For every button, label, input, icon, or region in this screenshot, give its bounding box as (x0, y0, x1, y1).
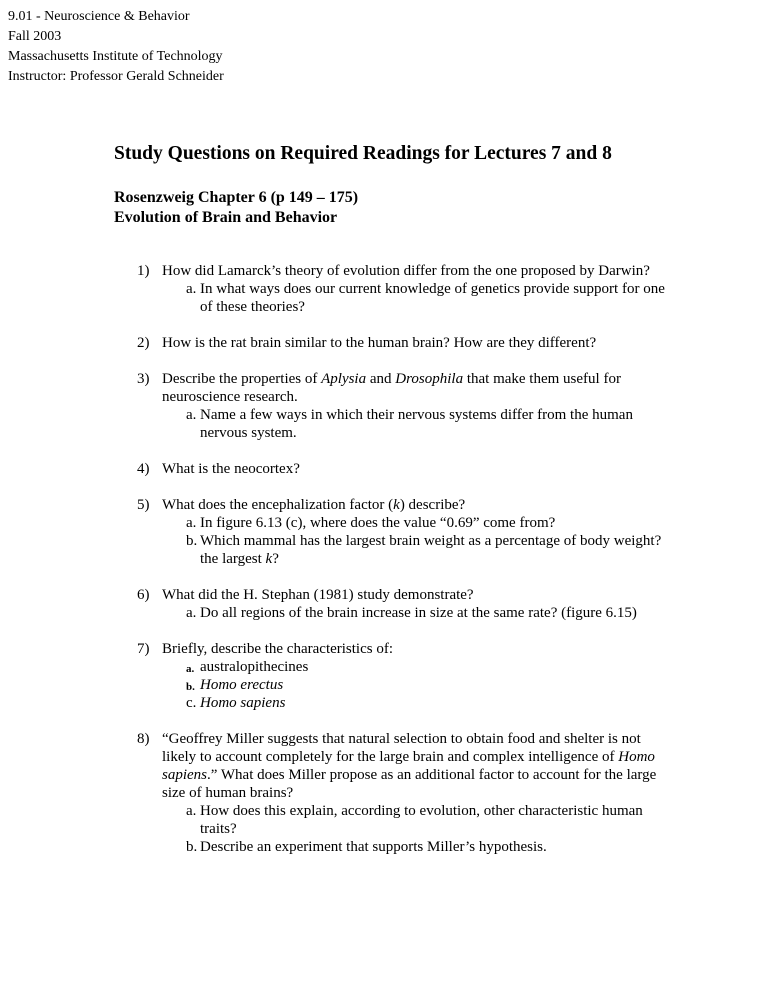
question-7 (114, 640, 674, 712)
sub-question-text: In figure 6.13 (c), where does the value “0.69” come from? (200, 515, 556, 531)
sub-question-letter: a. (186, 407, 197, 423)
question-text: Briefly, describe the characteristics of: (162, 641, 394, 657)
reading-heading (114, 188, 358, 228)
sub-question-text: In what ways does our current knowledge of genetics provide support for one of these theories? (200, 281, 665, 315)
sub-question (162, 838, 674, 856)
reading-reference: Rosenzweig Chapter 6 (p 149 – 175) (114, 189, 359, 206)
sub-question (162, 280, 674, 316)
question-text: What did the H. Stephan (1981) study demonstrate? (162, 587, 474, 603)
species-name: Homo sapiens (162, 749, 655, 783)
question-text-part: Describe the properties of (162, 371, 322, 387)
sub-question-letter: a. (186, 663, 195, 675)
question-list (114, 262, 674, 874)
sub-question (162, 658, 674, 676)
sub-question (162, 406, 674, 442)
question-number: 8) (137, 731, 150, 747)
sub-question (162, 676, 674, 694)
question-text-part: that make them useful for neuroscience research. (162, 371, 621, 405)
question-6 (114, 586, 674, 622)
sub-question-text: Name a few ways in which their nervous systems differ from the human nervous system. (200, 407, 633, 441)
course-name: 9.01 - Neuroscience & Behavior (8, 9, 190, 24)
reading-topic: Evolution of Brain and Behavior (114, 209, 338, 226)
question-3 (114, 370, 674, 442)
variable-k: k (393, 497, 400, 513)
sub-question-text-part: Which mammal has the largest brain weight as a percentage of body weight? the largest (200, 533, 662, 567)
variable-k: k (265, 551, 273, 567)
question-text: What is the neocortex? (162, 461, 300, 477)
organism-name: Drosophila (395, 371, 464, 387)
question-number: 4) (137, 461, 150, 477)
question-number: 7) (137, 641, 150, 657)
sub-question-text-part: ? (272, 551, 279, 567)
sub-question-letter: a. (186, 281, 197, 297)
question-4 (114, 460, 674, 478)
question-text (162, 730, 674, 802)
instructor-name: Instructor: Professor Gerald Schneider (8, 69, 224, 84)
sub-question-letter: b. (186, 839, 198, 855)
institution-name: Massachusetts Institute of Technology (8, 49, 223, 64)
sub-question-letter: c. (186, 695, 197, 711)
question-5 (114, 496, 674, 568)
question-text-part: What does the encephalization factor ( (162, 497, 394, 513)
question-number: 6) (137, 587, 150, 603)
sub-question-text: australopithecines (200, 659, 309, 675)
sub-question-text: Homo sapiens (200, 695, 286, 711)
sub-question (162, 802, 674, 838)
sub-question-text (200, 533, 661, 567)
sub-question-text: Describe an experiment that supports Miller’s hypothesis. (200, 839, 547, 855)
sub-question-letter: a. (186, 515, 197, 531)
question-8 (114, 730, 674, 856)
sub-question-letter: b. (186, 681, 195, 693)
course-header (8, 7, 224, 87)
question-text (162, 370, 674, 406)
sub-question (162, 604, 674, 622)
question-number: 5) (137, 497, 150, 513)
sub-question-letter: b. (186, 533, 198, 549)
course-term: Fall 2003 (8, 29, 62, 44)
question-number: 2) (137, 335, 150, 351)
sub-question-text: How does this explain, according to evolution, other characteristic human traits? (200, 803, 643, 837)
sub-question (162, 514, 674, 532)
question-number: 1) (137, 263, 150, 279)
sub-question-letter: a. (186, 605, 197, 621)
question-text (162, 496, 674, 514)
organism-name: Aplysia (321, 371, 367, 387)
question-1 (114, 262, 674, 316)
sub-question (162, 694, 674, 712)
page-title: Study Questions on Required Readings for Lectures 7 and 8 (114, 143, 612, 164)
question-text-part: .” What does Miller propose as an additional factor to account for the large size of human brains? (162, 767, 657, 801)
question-number: 3) (137, 371, 150, 387)
sub-question-letter: a. (186, 803, 197, 819)
question-text-part: and (366, 371, 396, 387)
question-text-part: ) describe? (399, 497, 466, 513)
question-2 (114, 334, 674, 352)
question-text: How did Lamarck’s theory of evolution differ from the one proposed by Darwin? (162, 263, 650, 279)
sub-question-text: Do all regions of the brain increase in size at the same rate? (figure 6.15) (200, 605, 637, 621)
question-text: How is the rat brain similar to the human brain? How are they different? (162, 335, 597, 351)
sub-question (162, 532, 674, 568)
question-text-part: “Geoffrey Miller suggests that natural selection to obtain food and shelter is not likely to account completely for the large brain and complex intelligence of (162, 731, 641, 765)
sub-question-text: Homo erectus (200, 677, 284, 693)
